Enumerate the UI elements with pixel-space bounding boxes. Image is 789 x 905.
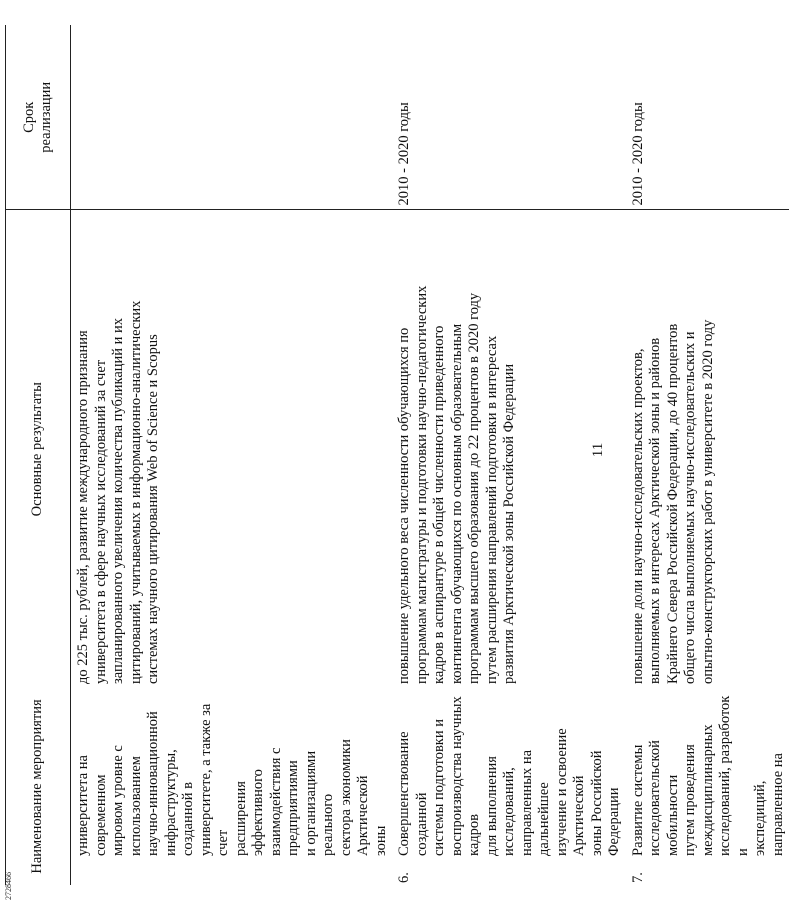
document-id: 2728466: [4, 872, 13, 900]
row-number: 6.: [396, 872, 412, 883]
measure-results: до 225 тыс. рублей, развитие международного признания университета в сфере научных исследований за счет запланированного увеличения количества публикаций и их цитирований, учитываемых в информационно-аналитических системах научного цитирования Web of Science и Scopus: [75, 300, 161, 684]
table-row: [626, 25, 789, 885]
measure-results: повышение доли научно-исследовательских проектов, выполняемых в интересах Арктической зоны и районов Крайнего Севера Российской Федерации, до 40 процентов общего числа выполняемых научно-исследовательских и опытно-конструкторских работ в университете в 2020 году: [629, 319, 716, 684]
measures-table: [5, 25, 789, 885]
header-main-results: Основные результаты: [6, 210, 71, 688]
table-row: [71, 25, 393, 885]
row-number: [71, 860, 393, 885]
measure-name: университета на современном мировом уровне с использованием научно-инновационной инфраструктуры, созданной в университете, а также за счет расширения эффективного взаимодействия с предприятиями и организациями реального сектора экономики Арктической зоны: [75, 703, 389, 856]
measure-term: 2010 - 2020 годы: [392, 25, 626, 210]
page-number: 11: [590, 442, 606, 458]
measure-results: повышение удельного веса численности обучающихся по программам магистратуры и подготовки научно-педагогических кадров в аспирантуре в общей численности приведенного контингента обучающихся по основным образовательным программам высшего образования до 22 процентов в 2020 году путем расширения направлений подготовки в интересах развития Арктической зоны Российской Федерации: [396, 285, 517, 684]
measure-name: Совершенствование созданной системы подготовки и воспроизводства научных кадров для выполнения исследований, направленных на дальнейшее изучение и освоение Арктической зоны Российской Федерации: [396, 696, 622, 856]
measure-name: Развитие системы исследовательской мобильности путем проведения междисциплинарных исследований, разработок и экспедиций, направленное на: [629, 695, 786, 856]
row-number: 7.: [629, 872, 646, 883]
header-measure-name: Наименование мероприятия: [6, 688, 71, 885]
table-header-row: [6, 25, 71, 885]
header-term: Срок реализации: [6, 25, 71, 210]
measure-term: [71, 25, 393, 210]
measure-term: 2010 - 2020 годы: [626, 25, 789, 210]
